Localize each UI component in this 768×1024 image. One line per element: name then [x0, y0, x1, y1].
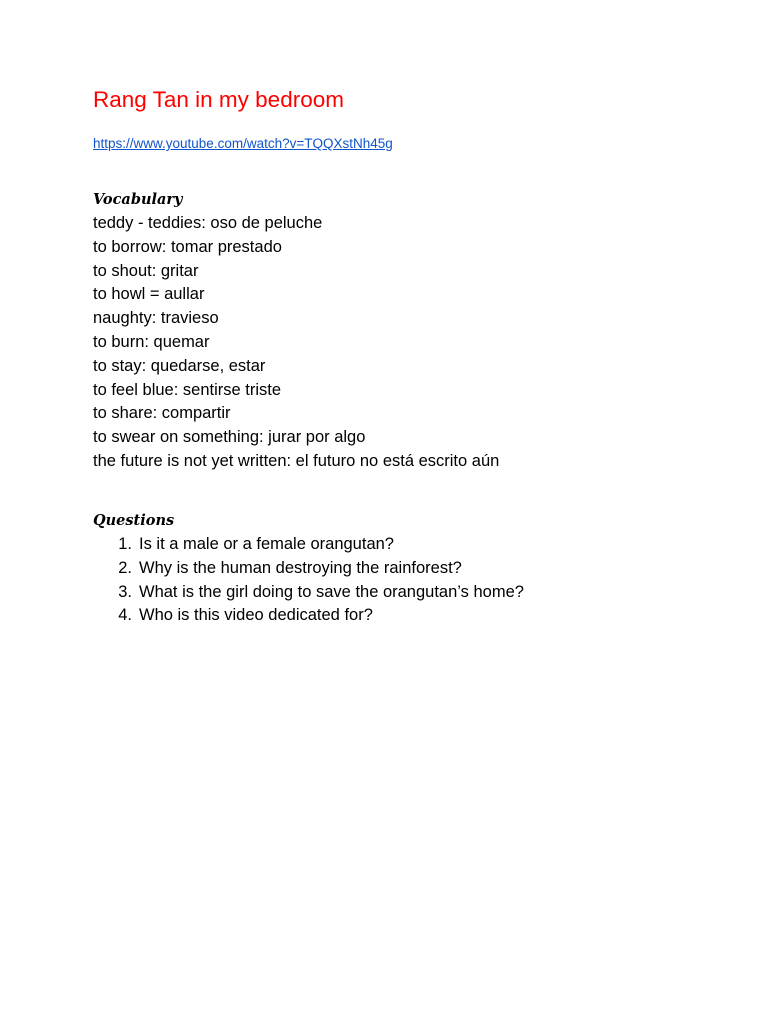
vocabulary-item: naughty: travieso [93, 309, 219, 328]
question-text: What is the girl doing to save the orangutan’s home? [139, 582, 524, 601]
question-item [93, 557, 524, 581]
question-number: 3. [118, 582, 132, 601]
vocabulary-item: teddy - teddies: oso de peluche [93, 214, 323, 232]
vocabulary-item: the future is not yet written: el futuro no está escrito aún [93, 451, 500, 470]
question-text: Who is this video dedicated for? [139, 606, 373, 625]
vocabulary-item: to borrow: tomar prestado [93, 237, 282, 256]
questions-list [93, 533, 524, 628]
question-item [93, 581, 524, 605]
vocabulary-item: to shout: gritar [93, 261, 199, 280]
question-text: Is it a male or a female orangutan? [139, 535, 394, 553]
question-item [93, 533, 524, 557]
vocabulary-item: to burn: quemar [93, 332, 210, 351]
vocabulary-item: to stay: quedarse, estar [93, 356, 266, 375]
page-title: Rang Tan in my bedroom [93, 87, 344, 112]
vocabulary-heading: Vocabulary [93, 191, 183, 208]
question-number: 4. [118, 606, 132, 625]
vocabulary-item: to swear on something: jurar por algo [93, 428, 366, 447]
question-item [93, 604, 524, 628]
vocabulary-item: to share: compartir [93, 404, 231, 423]
questions-heading: Questions [93, 512, 175, 529]
youtube-link[interactable]: https://www.youtube.com/watch?v=TQQXstNh45g [93, 136, 393, 151]
vocabulary-item: to howl = aullar [93, 285, 205, 304]
vocabulary-list [93, 212, 499, 474]
question-number: 1. [118, 535, 132, 553]
question-number: 2. [118, 558, 132, 577]
vocabulary-item: to feel blue: sentirse triste [93, 380, 282, 399]
question-text: Why is the human destroying the rainforest? [139, 558, 462, 577]
